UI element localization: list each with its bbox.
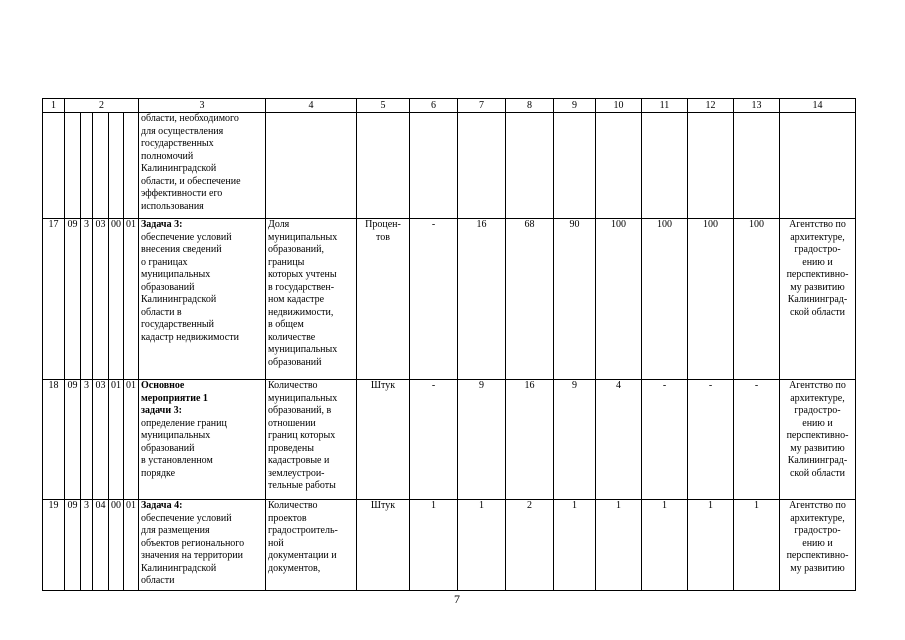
responsible-cell: Агентство по архитектуре, градостро- ению и перспективно- му развитию: [780, 500, 856, 591]
responsible-cell: Агентство по архитектуре, градостро- ению и перспективно- му развитию Калининград- ской области: [780, 380, 856, 500]
value-cell: -: [410, 380, 458, 500]
task-title: Основное мероприятие 1 задачи 3:: [141, 380, 208, 416]
value-cell: 16: [506, 380, 554, 500]
header-cell: 4: [266, 99, 357, 113]
task-description: обеспечение условий внесения сведений о границах муниципальных образований Калининградской области в государственный кадастр недвижимости: [141, 231, 239, 343]
header-cell: 12: [688, 99, 734, 113]
header-cell: 11: [642, 99, 688, 113]
value-cell: 1: [596, 500, 642, 591]
code-segment: 00: [109, 219, 124, 380]
code-segment: 09: [65, 380, 81, 500]
header-cell: 7: [458, 99, 506, 113]
code-segment: 09: [65, 500, 81, 591]
value-cell: -: [642, 380, 688, 500]
header-cell: 3: [139, 99, 266, 113]
value-cell: -: [734, 380, 780, 500]
task-cell: [139, 500, 266, 591]
table-row: [43, 380, 856, 500]
table-row: [43, 500, 856, 591]
code-segment: 3: [81, 380, 93, 500]
header-cell: 10: [596, 99, 642, 113]
value-cell: 1: [642, 500, 688, 591]
code-segment: 09: [65, 219, 81, 380]
header-cell: 6: [410, 99, 458, 113]
code-segment: 04: [93, 500, 109, 591]
value-cell: 1: [554, 500, 596, 591]
row-number: 17: [43, 219, 65, 380]
value-cell: 68: [506, 219, 554, 380]
responsible-cell: Агентство по архитектуре, градостро- ению и перспективно- му развитию Калининград- ской области: [780, 219, 856, 380]
value-cell: -: [410, 219, 458, 380]
value-cell: 9: [554, 380, 596, 500]
header-row: [43, 99, 856, 113]
value-cell: 9: [458, 380, 506, 500]
header-cell: 9: [554, 99, 596, 113]
header-cell: 1: [43, 99, 65, 113]
value-cell: 90: [554, 219, 596, 380]
code-segment: 03: [93, 380, 109, 500]
code-segment: 00: [109, 500, 124, 591]
code-segment: 01: [124, 380, 139, 500]
header-cell: 14: [780, 99, 856, 113]
header-cell: 8: [506, 99, 554, 113]
value-cell: 2: [506, 500, 554, 591]
value-cell: -: [688, 380, 734, 500]
code-segment: 01: [124, 500, 139, 591]
header-cell: 13: [734, 99, 780, 113]
indicator-cell: Количество муниципальных образований, в отношении границ которых проведены кадастровые и землеустрои- тельные работы: [266, 380, 357, 500]
value-cell: 16: [458, 219, 506, 380]
page-number: 7: [454, 592, 460, 606]
value-cell: 100: [734, 219, 780, 380]
value-cell: 4: [596, 380, 642, 500]
code-segment: 01: [124, 219, 139, 380]
value-cell: 100: [642, 219, 688, 380]
code-segment: 3: [81, 219, 93, 380]
task-title: Задача 3:: [141, 219, 183, 230]
task-description: области, необходимого для осуществления государственных полномочий Калининградской области, и обеспечение эффективности его использования: [139, 113, 266, 219]
task-description: определение границ муниципальных образований в установленном порядке: [141, 417, 227, 479]
row-number: 18: [43, 380, 65, 500]
value-cell: 1: [410, 500, 458, 591]
header-cell: 5: [357, 99, 410, 113]
row-number: 19: [43, 500, 65, 591]
indicator-cell: Доля муниципальных образований, границы которых учтены в государствен- ном кадастре недвижимости, в общем количестве муниципальных образований: [266, 219, 357, 380]
unit-cell: Процен- тов: [357, 219, 410, 380]
value-cell: 1: [458, 500, 506, 591]
code-segment: 3: [81, 500, 93, 591]
value-cell: 100: [688, 219, 734, 380]
task-description: обеспечение условий для размещения объектов регионального значения на территории Калининградской области: [141, 512, 245, 586]
header-cell: 2: [65, 99, 139, 113]
task-title: Задача 4:: [141, 500, 183, 511]
value-cell: 100: [596, 219, 642, 380]
task-cell: [139, 219, 266, 380]
code-segment: 01: [109, 380, 124, 500]
table-row: [43, 219, 856, 380]
value-cell: 1: [734, 500, 780, 591]
table-row-continuation: [43, 113, 856, 219]
document-table: [42, 98, 856, 591]
value-cell: 1: [688, 500, 734, 591]
unit-cell: Штук: [357, 500, 410, 591]
code-segment: 03: [93, 219, 109, 380]
unit-cell: Штук: [357, 380, 410, 500]
task-cell: [139, 380, 266, 500]
indicator-cell: Количество проектов градостроитель- ной документации и документов,: [266, 500, 357, 591]
